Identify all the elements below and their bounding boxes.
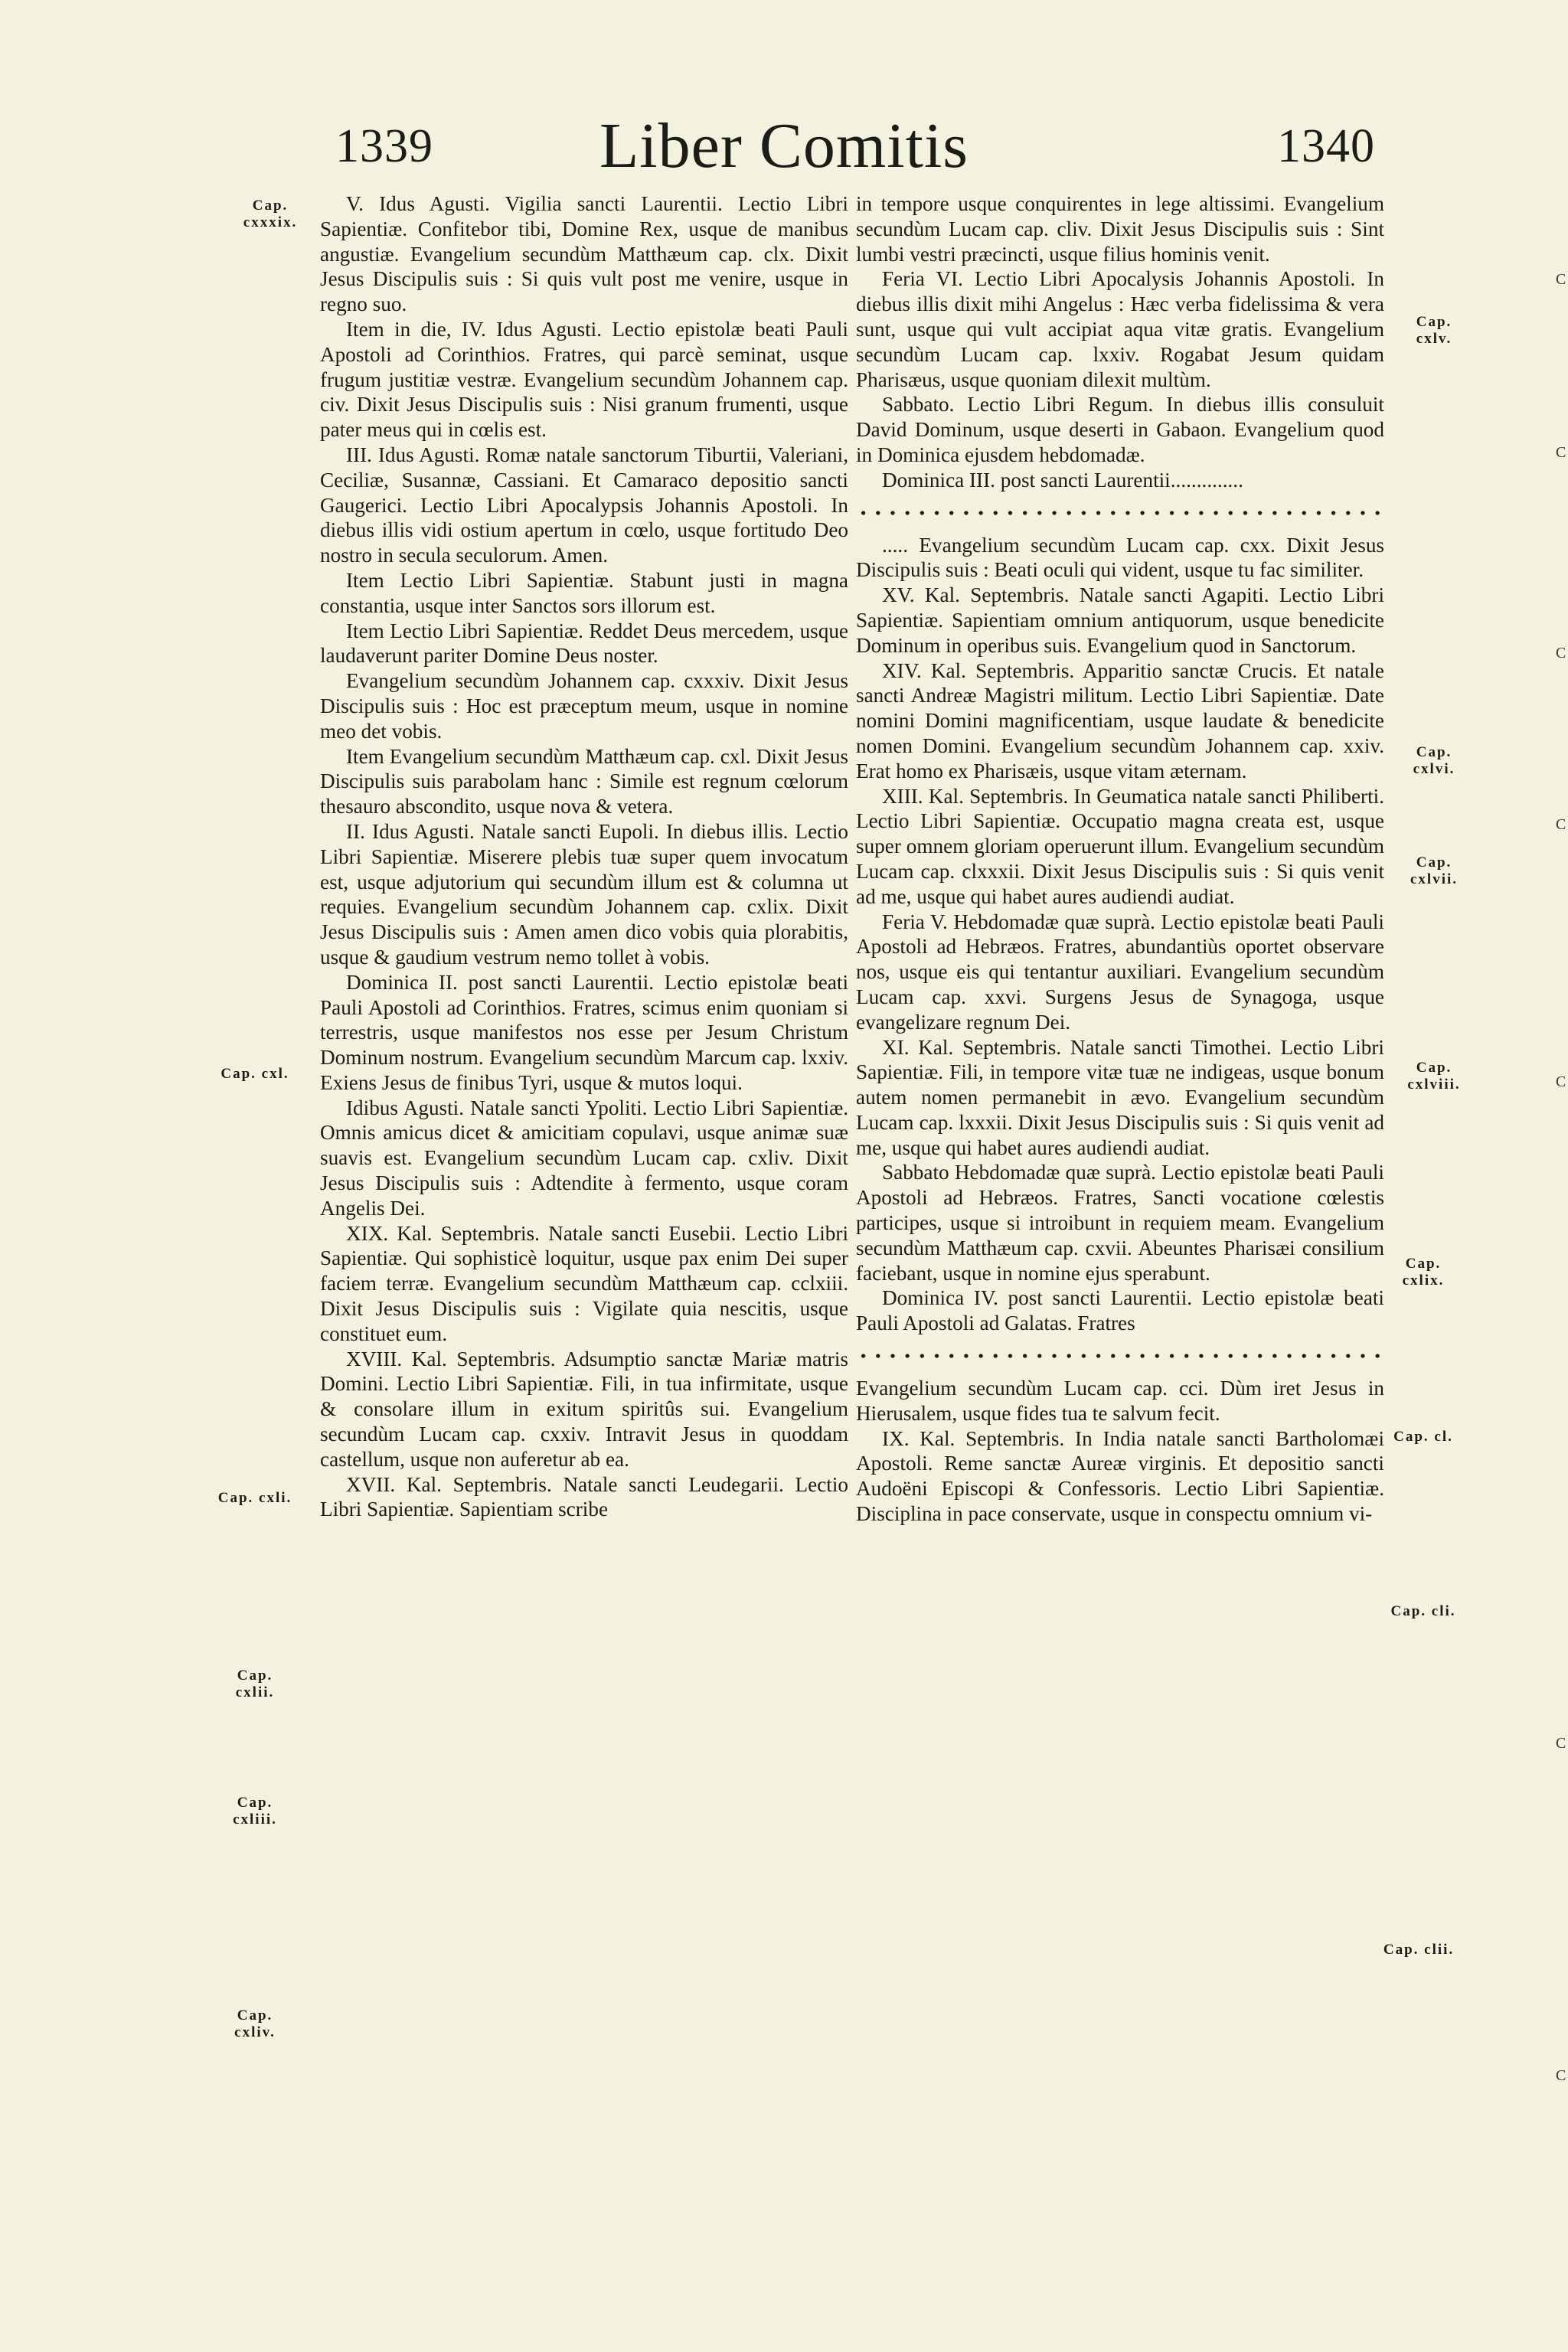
right-column [856, 191, 1384, 1527]
left-entry-13: XVII. Kal. Septembris. Natale sancti Leudegarii. Lectio Libri Sapientiæ. Sapientiam scribe [320, 1472, 848, 1521]
left-entry-11: XIX. Kal. Septembris. Natale sancti Eusebii. Lectio Libri Sapientiæ. Qui sophisticè loquitur, usque pax enim Dei super faciem terræ. Evangelium secundùm Matthæum cap. cclxiii. Dixit Jesus Discipulis suis : Vigilate quia nescitis, usque constituet eum. [320, 1221, 848, 1345]
omission-dots [856, 496, 1384, 530]
right-entry-3: Sabbato. Lectio Libri Regum. In diebus illis consuluit David Dominum, usque deserti in Gabaon. Evangelium quod in Dominica ejusdem hebdomadæ. [856, 393, 1384, 466]
edge-mark: C [1556, 2067, 1566, 2084]
margin-note: Cap. cxlviii. [1407, 1060, 1461, 1093]
edge-mark: C [1556, 645, 1566, 662]
margin-note: Cap. cxl. [220, 1066, 289, 1082]
margin-note: Cap. cxxxix. [243, 198, 298, 230]
left-entry-12: XVIII. Kal. Septembris. Adsumptio sanctæ Mariæ matris Domini. Lectio Libri Sapientiæ. Fili, in tua infirmitate, usque & consolare illum in exitum spiritûs sui. Evangelium secundùm Lucam cap. cxxiv. Intravit Jesus in quoddam castellum, usque non auferetur ab ea. [320, 1347, 848, 1471]
edge-mark: C [1556, 816, 1566, 833]
page-title: Liber Comitis [599, 110, 969, 181]
left-entry-3: III. Idus Agusti. Romæ natale sanctorum Tiburtii, Valeriani, Ceciliæ, Susannæ, Cassiani. Et Camaraco depositio sancti Gaugerici. Lectio Libri Apocalypsis Johannis Apostoli. In diebus illis vidi ostium apertum in cœlo, usque fortitudo Deo nostro in secula seculorum. Amen. [320, 443, 848, 567]
right-page-number: 1340 [1277, 120, 1375, 172]
left-entry-2: Item in die, IV. Idus Agusti. Lectio epistolæ beati Pauli Apostoli ad Corinthios. Fratres, qui parcè seminat, usque frugum justitiæ vestræ. Evangelium secundùm Johannem cap. civ. Dixit Jesus Discipulis suis : Nisi granum frumenti, usque pater meus qui in cœlis est. [320, 317, 848, 442]
left-entry-1: V. Idus Agusti. Vigilia sancti Laurentii. Lectio Libri Sapientiæ. Confitebor tibi, Domine Rex, usque de manibus angustiæ. Evangelium secundùm Matthæum cap. clx. Dixit Jesus Discipulis suis : Si quis vult post me venire, usque in regno suo. [320, 192, 848, 316]
margin-note: Cap. cxliii. [233, 1795, 277, 1828]
margin-note: Cap. cxlii. [235, 1668, 275, 1700]
left-entry-10: Idibus Agusti. Natale sancti Ypoliti. Lectio Libri Sapientiæ. Omnis amicus dicet & amicitiam copulavi, usque animæ suæ suavis est. Evangelium secundùm Lucam cap. cxliv. Dixit Jesus Discipulis suis : Adtendite à fermento, usque coram Angelis Dei. [320, 1096, 848, 1220]
right-entry-13: Evangelium secundùm Lucam cap. cci. Dùm iret Jesus in Hierusalem, usque fides tua te salvum fecit. [856, 1377, 1384, 1425]
margin-note: Cap. cxlvi. [1413, 744, 1455, 777]
left-page-number: 1339 [335, 120, 433, 172]
edge-mark: C [1556, 271, 1566, 288]
margin-note: Cap. cxlv. [1416, 314, 1452, 347]
right-entry-7: XIV. Kal. Septembris. Apparitio sanctæ Crucis. Et natale sancti Andreæ Magistri militum. Lectio Libri Sapientiæ. Date nomini Domini magnificentiam, usque laudate & benedicite nomen Domini. Evangelium secundùm Johannem cap. xxiv. Erat homo ex Pharisæis, usque vitam æternam. [856, 658, 1384, 782]
left-column [320, 191, 848, 1522]
right-entry-10: XI. Kal. Septembris. Natale sancti Timothei. Lectio Libri Sapientiæ. Fili, in tempore vitæ tuæ ne indigeas, usque bonum autem nomen permanebit in ævo. Evangelium secundùm Lucam cap. lxxxii. Dixit Jesus Discipulis suis : Si quis venit ad me, usque qui habet aures audiendi audiat. [856, 1035, 1384, 1159]
right-entry-2: Feria VI. Lectio Libri Apocalysis Johannis Apostoli. In diebus illis dixit mihi Angelus : Hæc verba fidelissima & vera sunt, usque qui vult accipiat aqua vitæ gratis. Evangelium secundùm Lucam cap. lxxiv. Rogabat Jesum quidam Pharisæus, usque quoniam dilexit multùm. [856, 267, 1384, 391]
margin-note: Cap. cli. [1390, 1603, 1456, 1619]
edge-mark: C [1556, 1073, 1566, 1090]
margin-note: Cap. clii. [1383, 1942, 1455, 1958]
margin-note: Cap. cl. [1393, 1429, 1453, 1445]
left-entry-7: Item Evangelium secundùm Matthæum cap. cxl. Dixit Jesus Discipulis suis parabolam hanc : Simile est regnum cœlorum thesauro abscondito, usque nova & vetera. [320, 744, 848, 818]
edge-mark: C [1556, 444, 1566, 461]
right-entry-6: XV. Kal. Septembris. Natale sancti Agapiti. Lectio Libri Sapientiæ. Sapientiam omnium antiquorum, usque benedicite Dominum in operibus suis. Evangelium quod in Sanctorum. [856, 583, 1384, 657]
right-entry-5: ..... Evangelium secundùm Lucam cap. cxx. Dixit Jesus Discipulis suis : Beati oculi qui vident, usque tu fac similiter. [856, 533, 1384, 582]
right-entry-9: Feria V. Hebdomadæ quæ suprà. Lectio epistolæ beati Pauli Apostoli ad Hebræos. Fratres, abundantiùs oportet observare nos, usque eis qui tentantur auxiliari. Evangelium secundùm Lucam cap. xxvi. Surgens Jesus de Synagoga, usque evangelizare regnum Dei. [856, 910, 1384, 1034]
edge-mark: C [1556, 1735, 1566, 1752]
left-entry-5: Item Lectio Libri Sapientiæ. Reddet Deus mercedem, usque laudaverunt pariter Domine Deus noster. [320, 619, 848, 668]
margin-note: Cap. cxliv. [234, 2007, 276, 2040]
right-entry-11: Sabbato Hebdomadæ quæ suprà. Lectio epistolæ beati Pauli Apostoli ad Hebræos. Fratres, Sancti vocatione cœlestis participes, usque si introibunt in requiem meam. Evangelium secundùm Matthæum cap. cxvii. Abeuntes Pharisæi consilium faciebant, usque in nomine ejus sperabunt. [856, 1161, 1384, 1285]
left-entry-6: Evangelium secundùm Johannem cap. cxxxiv. Dixit Jesus Discipulis suis : Hoc est præceptum meum, usque in nomine meo det vobis. [320, 669, 848, 743]
right-entry-4: Dominica III. post sancti Laurentii.............. [882, 468, 1243, 492]
running-header [0, 110, 1568, 199]
right-entry-1: in tempore usque conquirentes in lege altissimi. Evangelium secundùm Lucam cap. cliv. Dixit Jesus Discipulis suis : Sint lumbi vestri præcincti, usque filius hominis venit. [856, 192, 1384, 266]
right-entry-12: Dominica IV. post sancti Laurentii. Lectio epistolæ beati Pauli Apostoli ad Galatas. Fratres [856, 1286, 1384, 1335]
omission-dots [856, 1339, 1384, 1373]
left-entry-9: Dominica II. post sancti Laurentii. Lectio epistolæ beati Pauli Apostoli ad Corinthios. Fratres, scimus enim quoniam si terrestris, usque manifestos nos esse per Jesum Christum Dominum nostrum. Evangelium secundùm Marcum cap. lxxiv. Exiens Jesus de finibus Tyri, usque & mutos loqui. [320, 970, 848, 1094]
right-entry-8: XIII. Kal. Septembris. In Geumatica natale sancti Philiberti. Lectio Libri Sapientiæ. Occupatio magna creata est, usque super omnem gloriam operuerunt illum. Evangelium secundùm Lucam cap. clxxxii. Dixit Jesus Discipulis suis : Si quis venit ad me, usque qui habet aures audiendi audiat. [856, 784, 1384, 908]
left-entry-8: II. Idus Agusti. Natale sancti Eupoli. In diebus illis. Lectio Libri Sapientiæ. Miserere plebis tuæ super quem invocatum est, usque adjutorium qui secundùm illum est & columna ut requies. Evangelium secundùm Johannem cap. cxlix. Dixit Jesus Discipulis suis : Amen amen dico vobis quia plorabitis, usque & gaudium vestrum nemo tollet à vobis. [320, 819, 848, 969]
right-entry-14: IX. Kal. Septembris. In India natale sancti Bartholomæi Apostoli. Reme sanctæ Aureæ virginis. Et depositio sancti Audoëni Episcopi & Confessoris. Lectio Libri Sapientiæ. Disciplina in pace conservate, usque in conspectu omnium vi- [856, 1426, 1384, 1526]
margin-note: Cap. cxli. [217, 1490, 292, 1506]
margin-note: Cap. cxlvii. [1410, 854, 1459, 887]
left-entry-4: Item Lectio Libri Sapientiæ. Stabunt justi in magna constantia, usque inter Sanctos sors illorum est. [320, 568, 848, 617]
margin-note: Cap. cxlix. [1402, 1256, 1445, 1289]
